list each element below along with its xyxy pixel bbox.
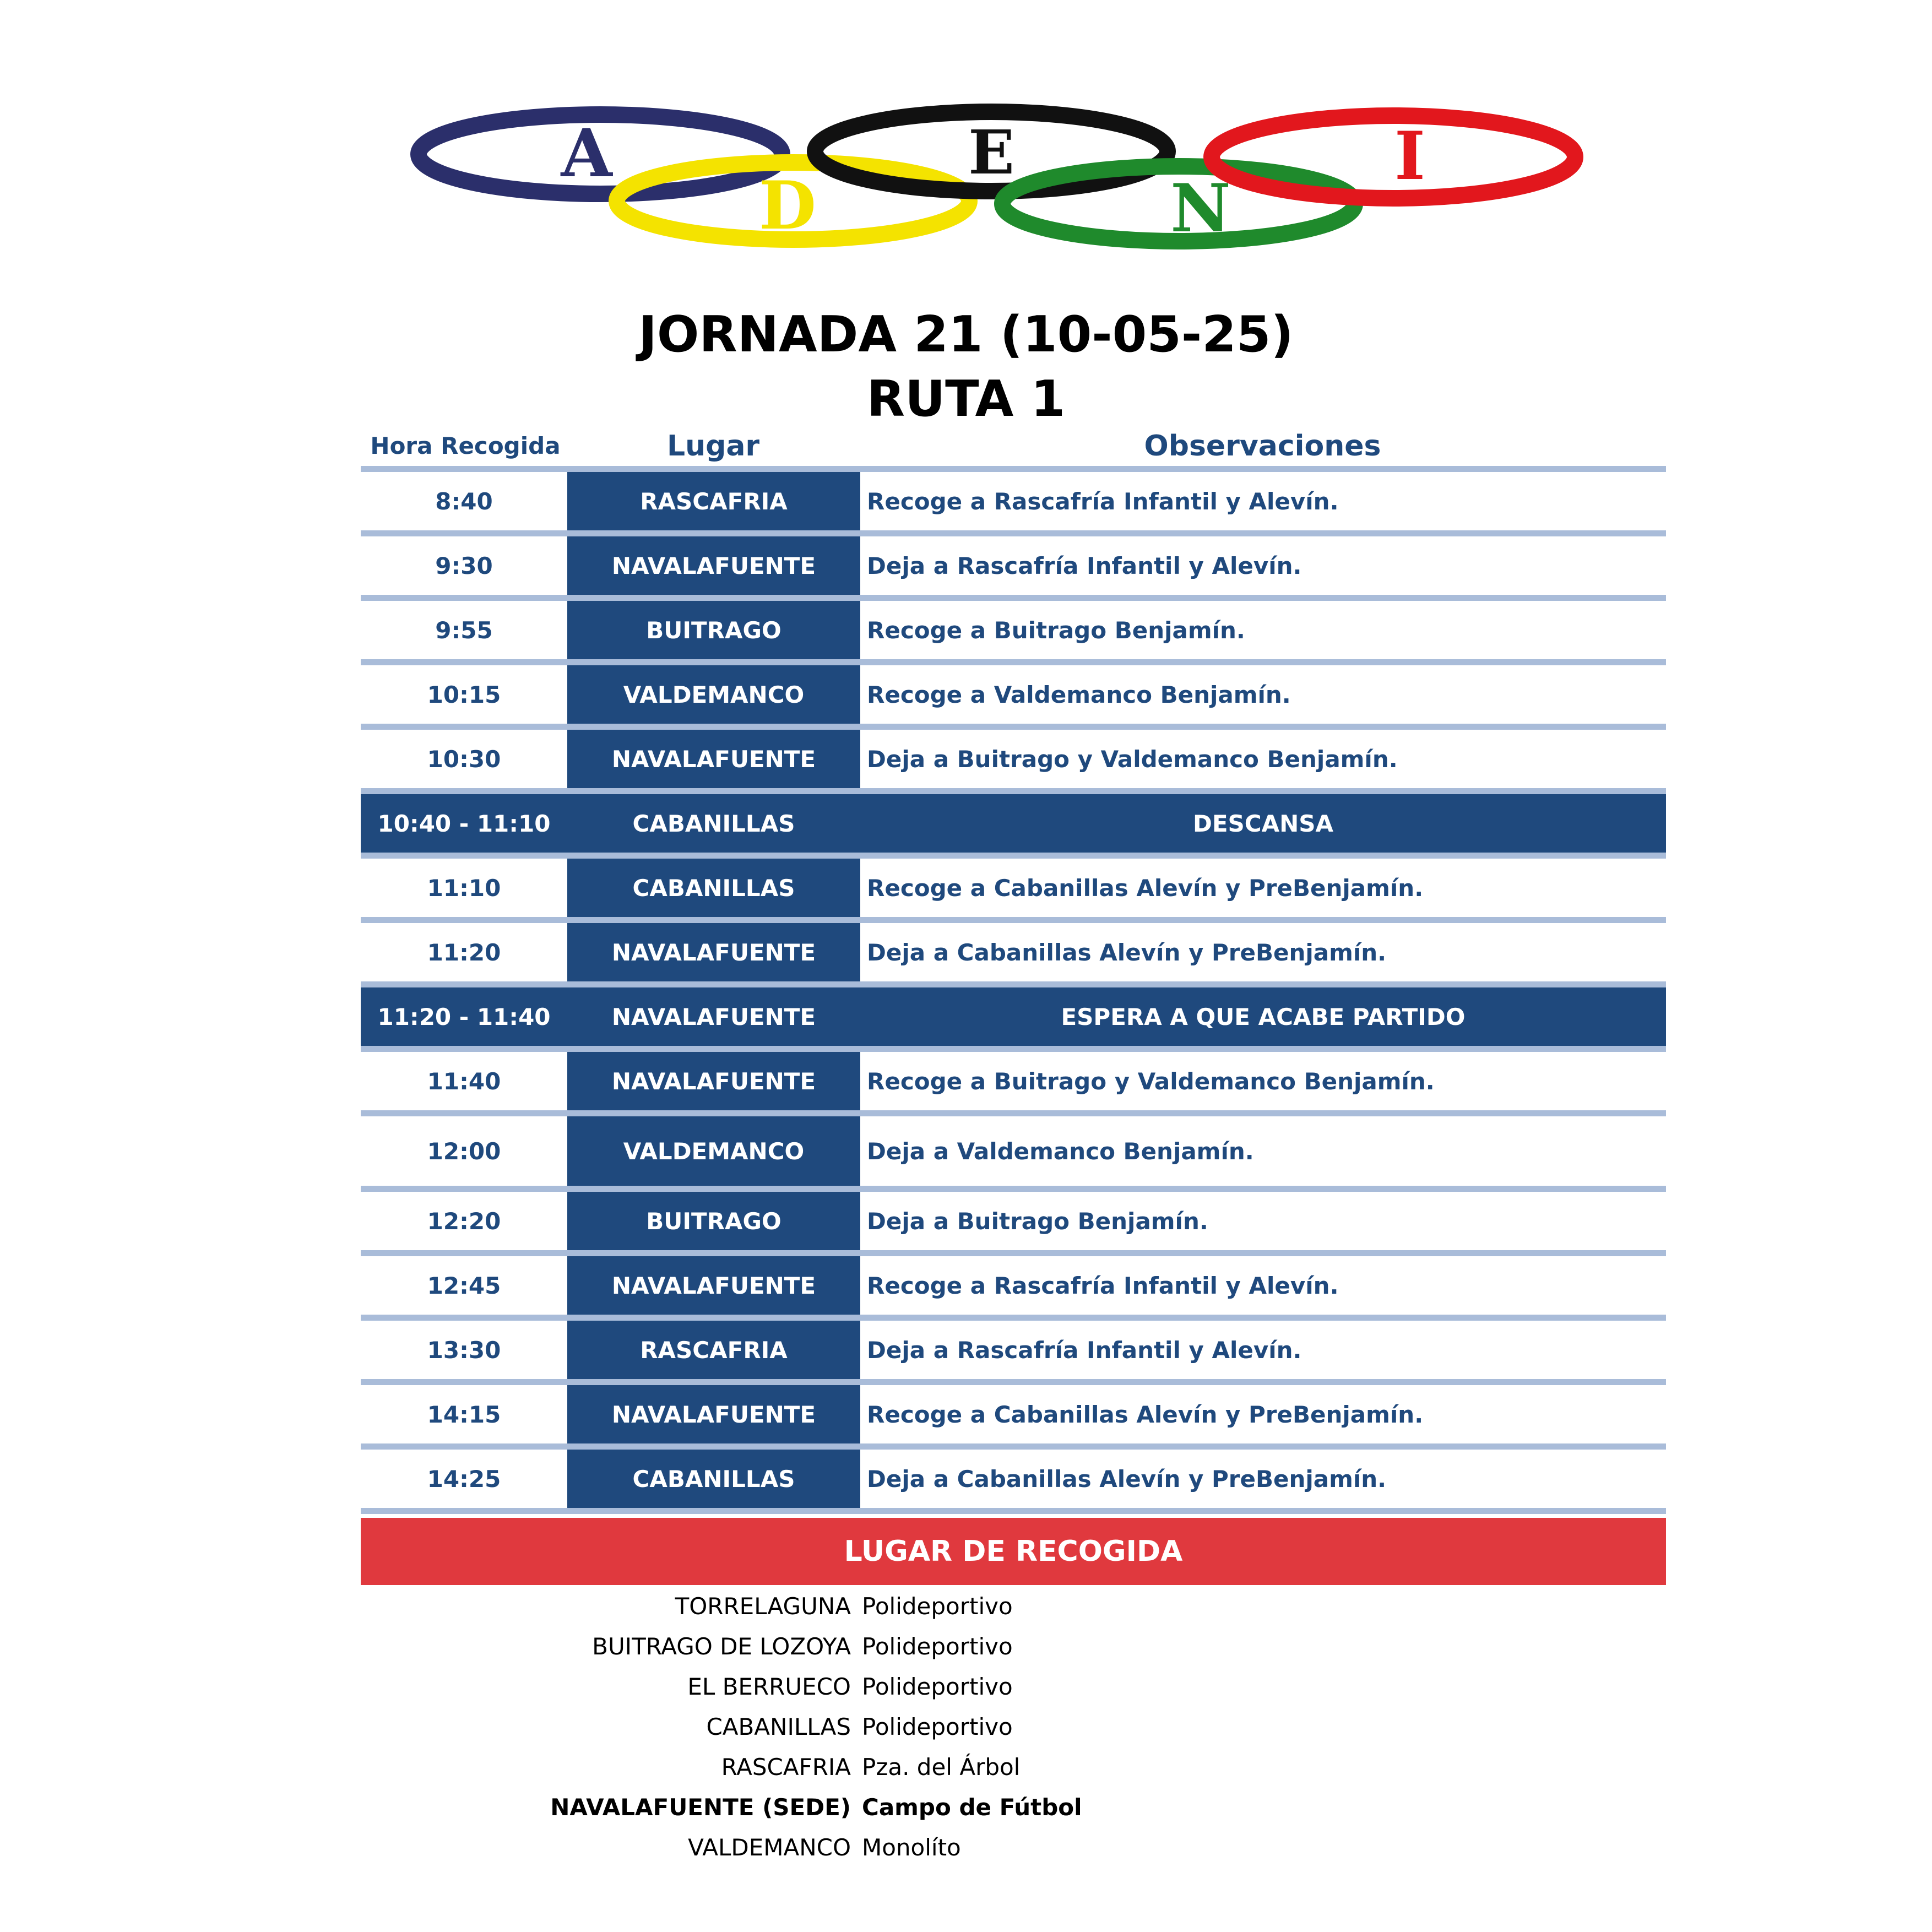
place-cell: NAVALAFUENTE (567, 730, 860, 788)
time-cell: 13:30 (427, 1336, 501, 1364)
place-cell: NAVALAFUENTE (567, 987, 860, 1046)
time-cell: 9:55 (435, 616, 493, 644)
schedule-row (361, 724, 1666, 788)
pickup-location: Polideportivo (862, 1633, 1013, 1660)
place-cell: NAVALAFUENTE (567, 1256, 860, 1315)
letter-n: N (1170, 170, 1231, 247)
pickup-place-row (361, 1827, 1666, 1868)
pickup-location: Polideportivo (862, 1673, 1013, 1700)
observation-cell: Recoge a Rascafría Infantil y Alevín. (867, 487, 1339, 515)
page-title: JORNADA 21 (10-05-25) (638, 306, 1294, 363)
observation-cell: Deja a Valdemanco Benjamín. (867, 1137, 1254, 1165)
place-cell: NAVALAFUENTE (567, 536, 860, 595)
header-hora: Hora Recogida (370, 432, 561, 459)
header-lugar: Lugar (666, 430, 760, 463)
letter-d: D (758, 167, 817, 245)
observation-cell: Deja a Buitrago Benjamín. (867, 1207, 1208, 1235)
schedule-row (361, 917, 1666, 981)
pickup-town: CABANILLAS (706, 1713, 851, 1740)
pickup-town: TORRELAGUNA (675, 1593, 851, 1620)
pickup-town: NAVALAFUENTE (SEDE) (550, 1794, 851, 1821)
time-cell: 11:20 (427, 938, 501, 966)
observation-cell: Recoge a Cabanillas Alevín y PreBenjamín. (867, 874, 1424, 902)
pickup-places-list (361, 1586, 1666, 1868)
time-cell: 11:20 - 11:40 (377, 1003, 551, 1030)
schedule-row (361, 1250, 1666, 1315)
schedule-row (361, 530, 1666, 595)
letter-i: I (1394, 117, 1426, 195)
time-cell: 9:30 (435, 552, 493, 579)
time-cell: 12:45 (427, 1272, 501, 1299)
place-cell: BUITRAGO (567, 1192, 860, 1250)
observation-cell: Recoge a Valdemanco Benjamín. (867, 681, 1291, 708)
pickup-location: Polideportivo (862, 1593, 1013, 1620)
place-cell: VALDEMANCO (567, 1116, 860, 1186)
schedule-row (361, 1186, 1666, 1250)
pickup-location: Campo de Fútbol (862, 1794, 1082, 1821)
time-cell: 12:20 (427, 1207, 501, 1235)
place-cell: VALDEMANCO (567, 665, 860, 724)
schedule-row (361, 1046, 1666, 1110)
observation-cell: DESCANSA (1192, 810, 1334, 837)
schedule-row (361, 1379, 1666, 1443)
pickup-place-row (361, 1667, 1666, 1707)
observation-cell: Recoge a Buitrago Benjamín. (867, 616, 1245, 644)
pickup-town: RASCAFRIA (721, 1754, 851, 1781)
time-cell: 10:15 (427, 681, 501, 708)
schedule-row-highlight (361, 981, 1666, 1046)
pickup-place-row (361, 1707, 1666, 1747)
header-observaciones: Observaciones (1144, 430, 1381, 463)
time-cell: 10:40 - 11:10 (377, 810, 551, 837)
pickup-town: VALDEMANCO (688, 1834, 851, 1861)
pickup-location: Polideportivo (862, 1713, 1013, 1740)
observation-cell: ESPERA A QUE ACABE PARTIDO (1061, 1003, 1466, 1030)
observation-cell: Deja a Cabanillas Alevín y PreBenjamín. (867, 938, 1387, 966)
schedule-row (361, 1315, 1666, 1379)
route-title: RUTA 1 (866, 370, 1066, 428)
observation-cell: Recoge a Buitrago y Valdemanco Benjamín. (867, 1067, 1435, 1095)
schedule-row (361, 659, 1666, 724)
observation-cell: Deja a Cabanillas Alevín y PreBenjamín. (867, 1465, 1387, 1493)
schedule-row-highlight (361, 788, 1666, 853)
observation-cell: Recoge a Rascafría Infantil y Alevín. (867, 1272, 1339, 1299)
pickup-place-row (361, 1747, 1666, 1787)
time-cell: 14:25 (427, 1465, 501, 1493)
pickup-town: EL BERRUECO (687, 1673, 851, 1700)
place-cell: CABANILLAS (567, 859, 860, 917)
schedule-row (361, 1110, 1666, 1186)
place-cell: CABANILLAS (567, 1450, 860, 1508)
pickup-location: Pza. del Árbol (862, 1754, 1021, 1781)
place-cell: CABANILLAS (567, 794, 860, 853)
time-cell: 11:40 (427, 1067, 501, 1095)
letter-a: A (561, 115, 612, 192)
pickup-town: BUITRAGO DE LOZOYA (592, 1633, 851, 1660)
time-cell: 12:00 (427, 1137, 501, 1165)
pickup-place-row (361, 1626, 1666, 1667)
place-cell: RASCAFRIA (567, 472, 860, 530)
place-cell: RASCAFRIA (567, 1321, 860, 1379)
schedule-row (361, 853, 1666, 917)
place-cell: NAVALAFUENTE (567, 1385, 860, 1443)
place-cell: BUITRAGO (567, 601, 860, 659)
time-cell: 8:40 (435, 487, 493, 515)
time-cell: 10:30 (427, 745, 501, 773)
observation-cell: Deja a Rascafría Infantil y Alevín. (867, 1336, 1302, 1364)
pickup-location: Monolíto (862, 1834, 961, 1861)
schedule-row (361, 595, 1666, 659)
time-cell: 11:10 (427, 874, 501, 902)
pickup-place-row (361, 1586, 1666, 1626)
schedule-row (361, 466, 1666, 530)
letter-e: E (968, 117, 1014, 188)
ring-i (1212, 116, 1575, 198)
schedule-row (361, 1443, 1666, 1514)
observation-cell: Deja a Rascafría Infantil y Alevín. (867, 552, 1302, 579)
place-cell: NAVALAFUENTE (567, 1052, 860, 1110)
observation-cell: Deja a Buitrago y Valdemanco Benjamín. (867, 745, 1398, 773)
pickup-banner: LUGAR DE RECOGIDA (361, 1518, 1666, 1585)
observation-cell: Recoge a Cabanillas Alevín y PreBenjamín. (867, 1401, 1424, 1428)
pickup-place-row (361, 1787, 1666, 1827)
adeni-logo (408, 94, 1608, 259)
schedule-table (361, 466, 1666, 1514)
time-cell: 14:15 (427, 1401, 501, 1428)
place-cell: NAVALAFUENTE (567, 923, 860, 981)
